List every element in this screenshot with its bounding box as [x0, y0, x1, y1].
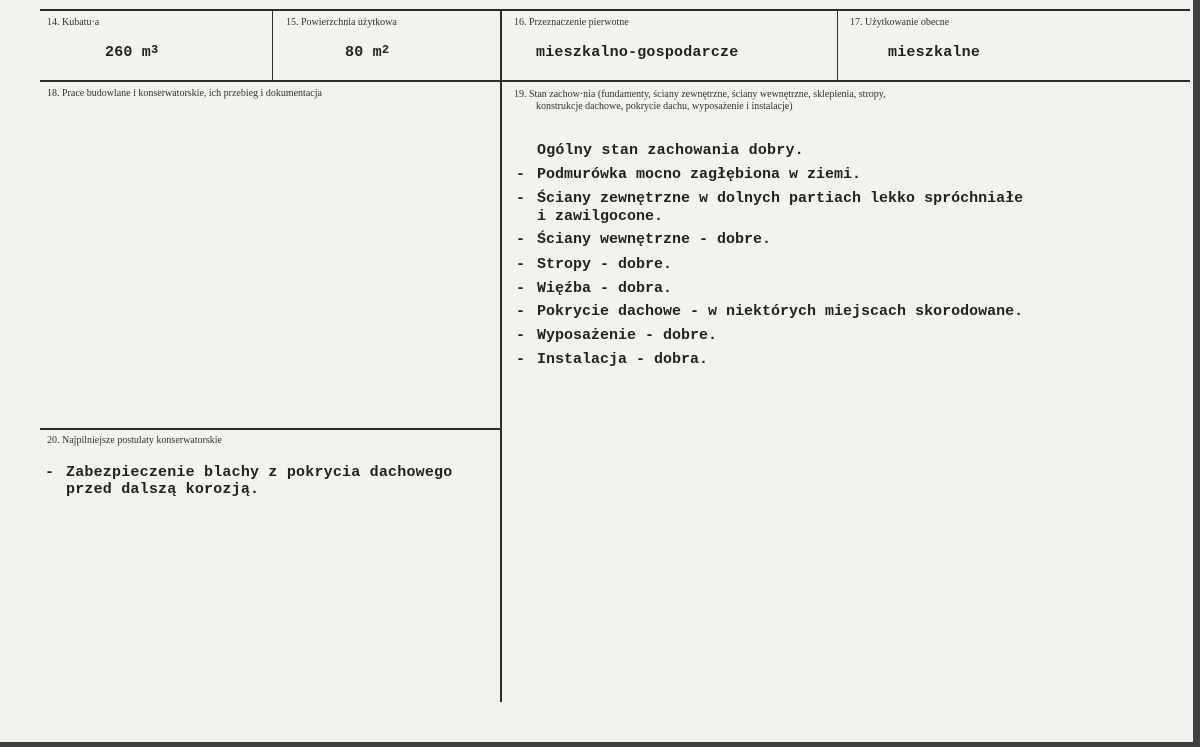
list-item — [516, 303, 1023, 321]
list-item — [516, 256, 672, 274]
list-item — [516, 190, 1023, 226]
field-19-label-line2: konstrukcje dachowe, pokrycie dachu, wyposażenie i instalacje) — [536, 101, 793, 112]
rule-f18-bottom — [40, 428, 500, 430]
list-dash: - — [516, 166, 526, 183]
field-14-unit-exponent: 3 — [151, 43, 159, 57]
list-item-text: Instalacja - dobra. — [537, 351, 709, 368]
scan-edge-right — [1193, 0, 1200, 747]
rule-top — [40, 9, 1190, 11]
field-17-value: mieszkalne — [888, 44, 981, 61]
field-16-value: mieszkalno-gospodarcze — [536, 44, 739, 61]
list-item — [516, 231, 771, 249]
field-19-label-line1: 19. Stan zachow·nia (fundamenty, ściany zewnętrzne, ściany wewnętrzne, sklepienia, stropy, — [514, 89, 886, 100]
list-dash: - — [516, 280, 526, 297]
field-15-unit-exponent: 2 — [381, 43, 390, 57]
field-18-label: 18. Prace budowlane i konserwatorskie, ich przebieg i dokumentacja — [47, 88, 322, 99]
field-14-value — [105, 44, 158, 62]
field-15-value — [345, 44, 389, 62]
list-item-text: Wyposażenie - dobre. — [537, 327, 718, 344]
field-19-intro: Ogólny stan zachowania dobry. — [537, 142, 804, 159]
field-14-value-text: 260 m — [105, 44, 152, 61]
list-item-text-continued: i zawilgocone. — [537, 208, 664, 225]
list-item-text: Pokrycie dachowe - w niektórych miejscach skorodowane. — [537, 303, 1024, 320]
rule-row1-bottom — [40, 80, 1190, 82]
list-item — [516, 166, 861, 184]
field-14-label: 14. Kubatu·a — [47, 17, 100, 28]
list-dash: - — [516, 190, 526, 207]
field-20-text — [45, 464, 452, 482]
field-20-label: 20. Najpilniejsze postulaty konserwatorskie — [47, 435, 222, 446]
field-20-line1: Zabezpieczenie blachy z pokrycia dachowego — [66, 464, 453, 481]
list-item-text: Więźba - dobra. — [537, 280, 673, 297]
rule-col1 — [272, 10, 273, 81]
list-dash: - — [516, 351, 526, 368]
list-dash: - — [516, 256, 526, 273]
list-item-text: Podmurówka mocno zagłębiona w ziemi. — [537, 166, 862, 183]
rule-col2 — [500, 10, 502, 702]
list-dash: - — [45, 464, 55, 481]
list-item — [516, 327, 717, 345]
list-dash: - — [516, 303, 526, 320]
field-16-label: 16. Przeznaczenie pierwotne — [514, 17, 629, 28]
field-15-label: 15. Powierzchnia użytkowa — [286, 17, 397, 28]
list-item-text: Stropy - dobre. — [537, 256, 673, 273]
field-17-label: 17. Użytkowanie obecne — [850, 17, 950, 28]
list-item — [516, 351, 708, 369]
list-dash: - — [516, 231, 526, 248]
scan-edge-bottom — [0, 742, 1200, 747]
list-item-text: Ściany zewnętrzne w dolnych partiach lekko spróchniałe — [537, 190, 1024, 207]
list-item-text: Ściany wewnętrzne - dobre. — [537, 231, 772, 248]
list-dash: - — [516, 327, 526, 344]
field-20-text-continued: przed dalszą korozją. — [66, 481, 260, 498]
list-item — [516, 280, 672, 298]
field-15-value-text: 80 m — [345, 44, 382, 61]
rule-col3 — [837, 10, 838, 81]
